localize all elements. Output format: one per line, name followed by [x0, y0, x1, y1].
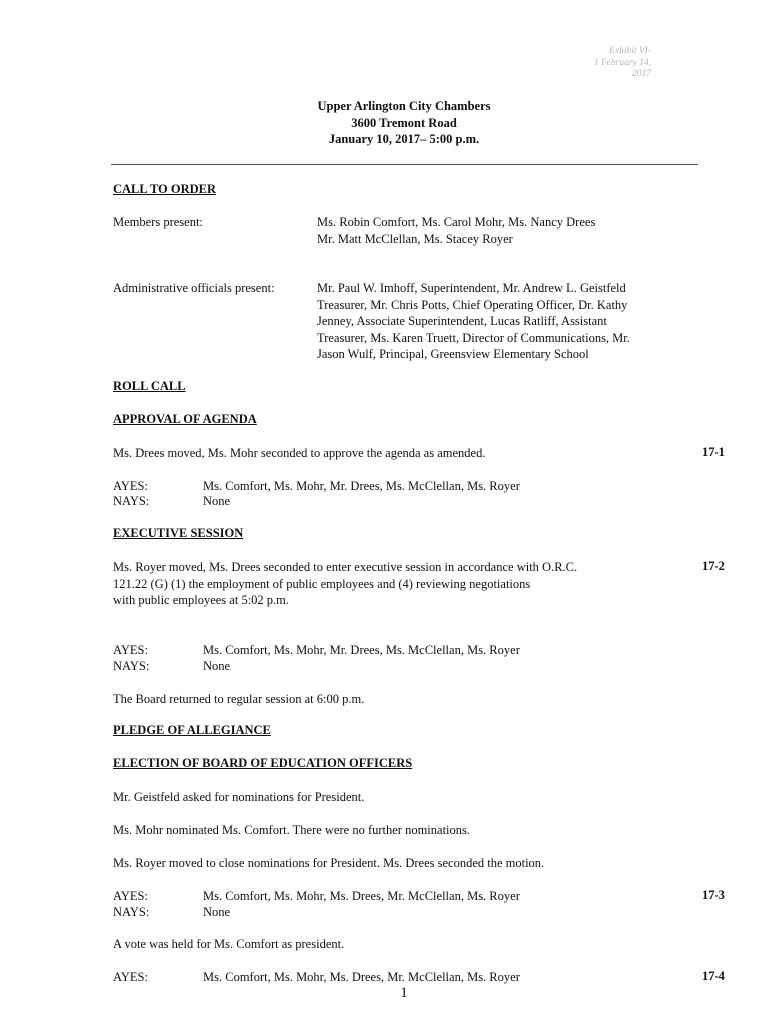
roll-call-heading: ROLL CALL — [113, 379, 186, 393]
election-paragraph: Mr. Geistfeld asked for nominations for President. — [113, 790, 365, 804]
admin-line: Treasurer, Ms. Karen Truett, Director of Communications, Mr. — [317, 330, 630, 345]
executive-motion — [113, 559, 577, 609]
admin-line: Mr. Paul W. Imhoff, Superintendent, Mr. Andrew L. Geistfeld — [317, 281, 626, 295]
admin-line: Jenney, Associate Superintendent, Lucas Ratliff, Assistant — [317, 314, 607, 328]
ayes-list: Ms. Comfort, Ms. Mohr, Ms. Drees, Mr. McClellan, Ms. Royer — [203, 970, 520, 984]
election-paragraph: Ms. Mohr nominated Ms. Comfort. There were no further nominations. — [113, 823, 471, 837]
ayes-label: AYES: — [113, 970, 148, 984]
exhibit-line: 2017 — [632, 69, 651, 79]
resolution-number: 17-4 — [702, 969, 725, 983]
ayes-list: Ms. Comfort, Ms. Mohr, Mr. Drees, Ms. McClellan, Ms. Royer — [203, 479, 520, 493]
election-paragraph: Ms. Royer moved to close nominations for President. Ms. Drees seconded the motion. — [113, 856, 545, 870]
election-paragraph: A vote was held for Ms. Comfort as president. — [113, 937, 345, 951]
header-location: Upper Arlington City Chambers — [317, 99, 491, 113]
nays-list: None — [203, 659, 231, 673]
ayes-label: AYES: — [113, 479, 148, 493]
admin-line: Jason Wulf, Principal, Greensview Elementary School — [317, 347, 589, 361]
ayes-list: Ms. Comfort, Ms. Mohr, Mr. Drees, Ms. McClellan, Ms. Royer — [203, 643, 520, 657]
members-line: Ms. Robin Comfort, Ms. Carol Mohr, Ms. Nancy Drees — [317, 215, 596, 229]
exhibit-line: 1 February 14, — [593, 57, 651, 68]
approval-agenda-heading: APPROVAL OF AGENDA — [113, 412, 257, 426]
members-line: Mr. Matt McClellan, Ms. Stacey Royer — [317, 231, 513, 246]
nays-label: NAYS: — [113, 494, 150, 508]
returned-to-session: The Board returned to regular session at 6:00 p.m. — [113, 692, 365, 706]
members-present-label: Members present: — [113, 215, 203, 229]
header-date: January 10, 2017– 5:00 p.m. — [328, 132, 480, 146]
motion-line: Ms. Royer moved, Ms. Drees seconded to enter executive session in accordance with O.R.C. — [113, 560, 578, 574]
motion-line: with public employees at 5:02 p.m. — [113, 593, 290, 607]
ayes-list: Ms. Comfort, Ms. Mohr, Ms. Drees, Mr. McClellan, Ms. Royer — [203, 889, 520, 903]
nays-list: None — [203, 905, 231, 919]
admin-line: Treasurer, Mr. Chris Potts, Chief Operating Officer, Dr. Kathy — [317, 297, 628, 312]
document-header — [0, 98, 770, 148]
admin-officials-list — [317, 280, 677, 363]
election-heading: ELECTION OF BOARD OF EDUCATION OFFICERS — [113, 756, 413, 770]
nays-label: NAYS: — [113, 659, 150, 673]
header-divider — [111, 164, 698, 165]
exhibit-line: Exhibit VI- — [609, 46, 651, 56]
pledge-heading: PLEDGE OF ALLEGIANCE — [113, 723, 271, 737]
motion-line: 121.22 (G) (1) the employment of public employees and (4) reviewing negotiations — [113, 576, 531, 591]
page-number: 1 — [400, 985, 408, 1001]
ayes-label: AYES: — [113, 643, 148, 657]
members-present-list — [317, 214, 677, 247]
header-address: 3600 Tremont Road — [351, 115, 457, 130]
ayes-label: AYES: — [113, 889, 148, 903]
admin-officials-label: Administrative officials present: — [113, 281, 275, 295]
resolution-number: 17-1 — [702, 445, 725, 459]
call-to-order-heading: CALL TO ORDER — [113, 182, 217, 196]
nays-label: NAYS: — [113, 905, 150, 919]
resolution-number: 17-2 — [702, 559, 725, 573]
executive-session-heading: EXECUTIVE SESSION — [113, 526, 244, 540]
exhibit-label — [491, 46, 651, 81]
resolution-number: 17-3 — [702, 888, 725, 902]
agenda-motion: Ms. Drees moved, Ms. Mohr seconded to approve the agenda as amended. — [113, 446, 486, 460]
nays-list: None — [203, 494, 231, 508]
